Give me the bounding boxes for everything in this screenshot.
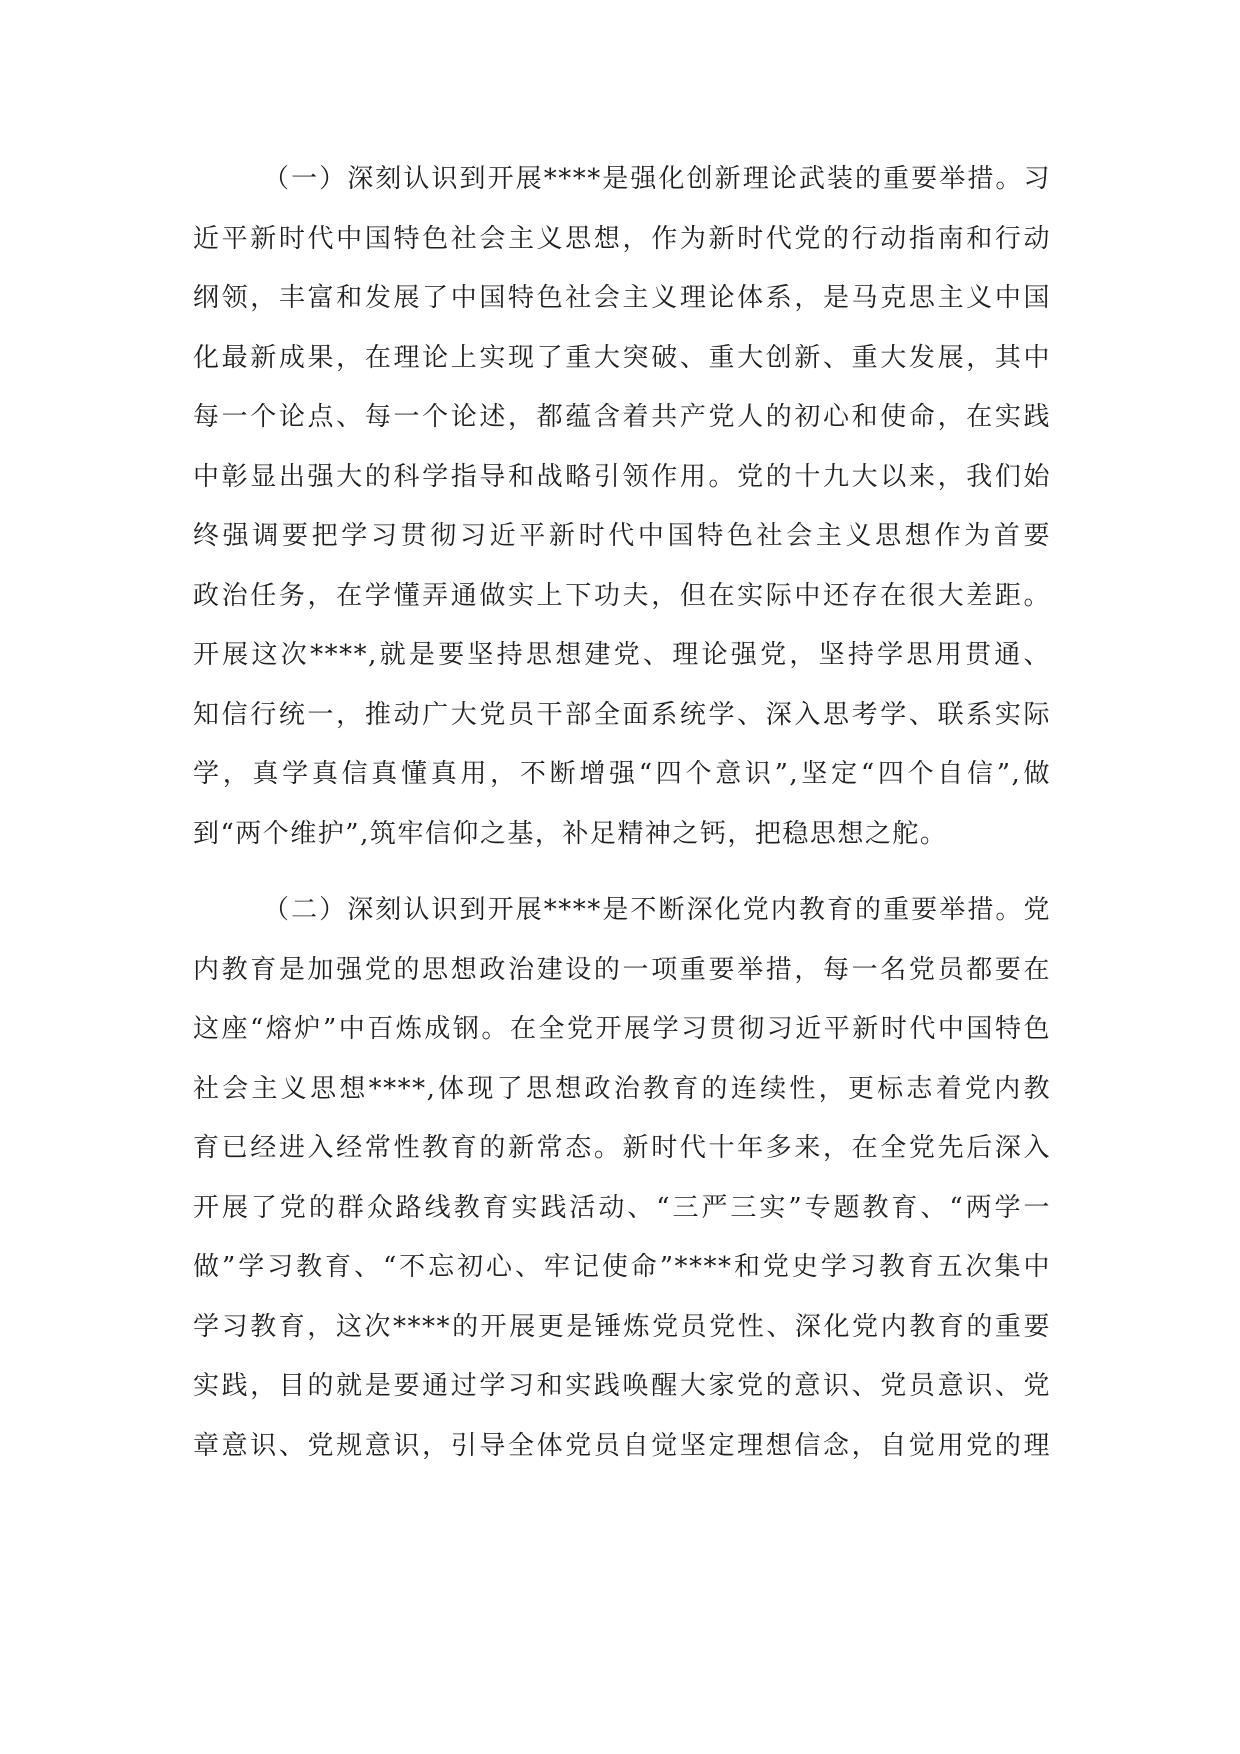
paragraph-1 [193,150,1051,864]
paragraph-line: 实践，目的就是要通过学习和实践唤醒大家党的意识、党员意识、党 [193,1371,1051,1401]
paragraph-line: 章意识、党规意识，引导全体党员自觉坚定理想信念，自觉用党的理 [193,1430,1051,1461]
paragraph-line: 近平新时代中国特色社会主义思想，作为新时代党的行动指南和行动 [193,223,1051,254]
paragraph-line: 纲领，丰富和发展了中国特色社会主义理论体系，是马克思主义中国 [193,283,1051,313]
paragraph-line: 内教育是加强党的思想政治建设的一项重要举措，每一名党员都要在 [193,954,1051,985]
paragraph-line: 开展这次****,就是要坚持思想建党、理论强党，坚持学思用贯通、 [193,640,1051,670]
paragraph-line: 学，真学真信真懂真用，不断增强“四个意识”,坚定“四个自信”,做 [193,759,1051,789]
paragraph-line: 做”学习教育、“不忘初心、牢记使命”****和党史学习教育五次集中 [193,1252,1051,1282]
paragraph-line: （二）深刻认识到开展****是不断深化党内教育的重要举措。党 [263,895,1051,925]
paragraph-line: 中彰显出强大的科学指导和战略引领作用。党的十九大以来，我们始 [193,461,1051,492]
paragraph-line: 开展了党的群众路线教育实践活动、“三严三实”专题教育、“两学一 [193,1192,1051,1223]
document-body [193,150,1051,1476]
paragraph-line: 终强调要把学习贯彻习近平新时代中国特色社会主义思想作为首要 [193,521,1051,551]
paragraph-line: 育已经进入经常性教育的新常态。新时代十年多来，在全党先后深入 [193,1133,1051,1163]
paragraph-line: 社会主义思想****,体现了思想政治教育的连续性，更标志着党内教 [193,1073,1051,1104]
paragraph-line: 学习教育，这次****的开展更是锤炼党员党性、深化党内教育的重要 [193,1311,1051,1342]
paragraph-line: （一）深刻认识到开展****是强化创新理论武装的重要举措。习 [263,164,1051,194]
paragraph-line: 这座“熔炉”中百炼成钢。在全党开展学习贯彻习近平新时代中国特色 [193,1014,1051,1044]
paragraph-line: 到“两个维护”,筑牢信仰之基，补足精神之钙，把稳思想之舵。 [193,818,948,849]
paragraph-2 [193,881,1051,1476]
paragraph-line: 每一个论点、每一个论述，都蕴含着共产党人的初心和使命，在实践 [193,402,1051,432]
paragraph-line: 化最新成果，在理论上实现了重大突破、重大创新、重大发展，其中 [193,342,1051,373]
paragraph-line: 政治任务，在学懂弄通做实上下功夫，但在实际中还存在很大差距。 [193,580,1051,611]
paragraph-line: 知信行统一，推动广大党员干部全面系统学、深入思考学、联系实际 [193,699,1051,730]
